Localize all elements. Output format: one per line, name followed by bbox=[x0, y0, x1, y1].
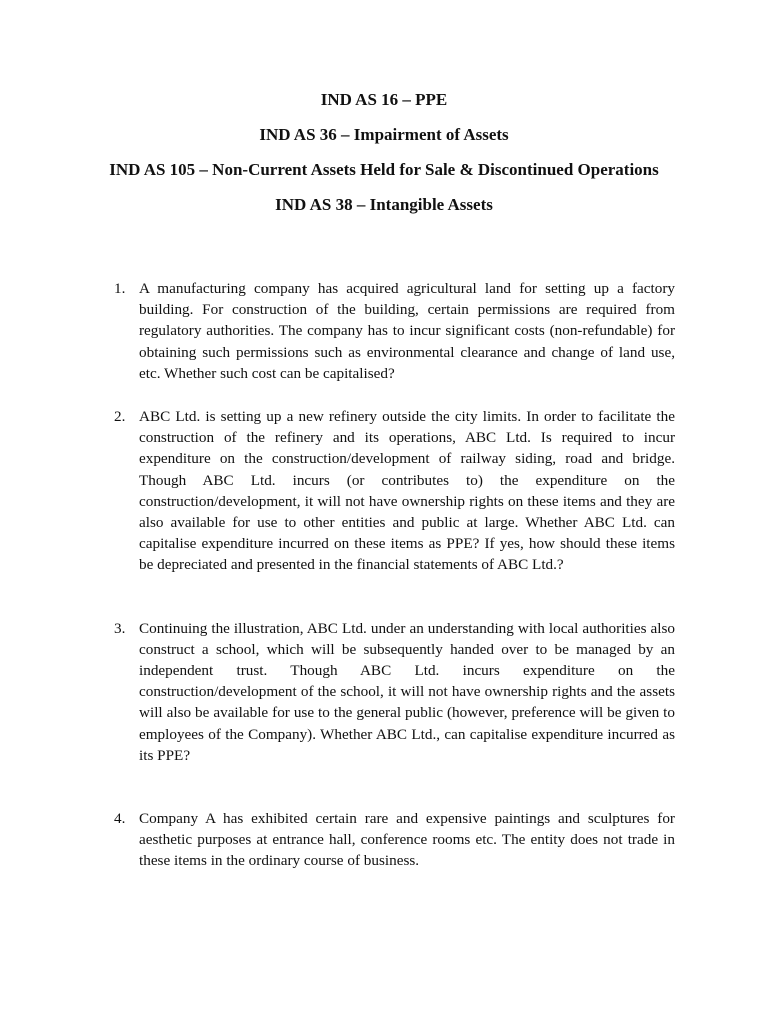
question-text: ABC Ltd. is setting up a new refinery outside the city limits. In order to facilitate the construction of the refinery and its operations, ABC Ltd. Is required to incur expenditure on the construction/development of railway siding, road and bridge. Though ABC Ltd. incurs (or contributes to) the expenditure on the construction/development, it will not have ownership rights on these items and they are also available for use to other entities and public at large. Whether ABC Ltd. can capitalise expenditure incurred on these items as PPE? If yes, how should these items be depreciated and presented in the financial statements of ABC Ltd.? bbox=[139, 408, 675, 574]
question-number: 1. bbox=[114, 280, 126, 297]
question-list bbox=[114, 278, 675, 872]
heading-ind-as-105: IND AS 105 – Non-Current Assets Held for Sale & Discontinued Operations bbox=[109, 160, 659, 179]
heading-ind-as-38: IND AS 38 – Intangible Assets bbox=[275, 195, 493, 214]
heading-ind-as-36: IND AS 36 – Impairment of Assets bbox=[259, 125, 509, 144]
question-text: Continuing the illustration, ABC Ltd. under an understanding with local authorities also construct a school, which will be subsequently handed over to be managed by an independent trust. Though ABC Ltd. incurs expenditure on the construction/development of the school, it will not have ownership rights and the assets will also be available for use to the general public (however, preference will be given to employees of the Company). Whether ABC Ltd., can capitalise expenditure incurred as its PPE? bbox=[139, 619, 675, 764]
list-item bbox=[114, 406, 675, 576]
question-number: 4. bbox=[114, 810, 126, 828]
heading-ind-as-16: IND AS 16 – PPE bbox=[320, 90, 448, 109]
list-item bbox=[114, 618, 675, 766]
question-text: Company A has exhibited certain rare and expensive paintings and sculptures for aesthetic purposes at entrance hall, conference rooms etc. The entity does not trade in these items in the ordinary course of business. bbox=[139, 810, 675, 870]
question-text: A manufacturing company has acquired agricultural land for setting up a factory building. For construction of the building, certain permissions are required from regulatory authorities. The company has to incur significant costs (non-refundable) for obtaining such permissions such as environmental clearance and change of land use, etc. Whether such cost can be capitalised? bbox=[139, 280, 675, 382]
heading-block bbox=[80, 88, 688, 228]
question-number: 2. bbox=[114, 408, 126, 426]
list-item bbox=[114, 808, 675, 872]
question-number: 3. bbox=[114, 619, 126, 637]
list-item bbox=[114, 278, 675, 384]
